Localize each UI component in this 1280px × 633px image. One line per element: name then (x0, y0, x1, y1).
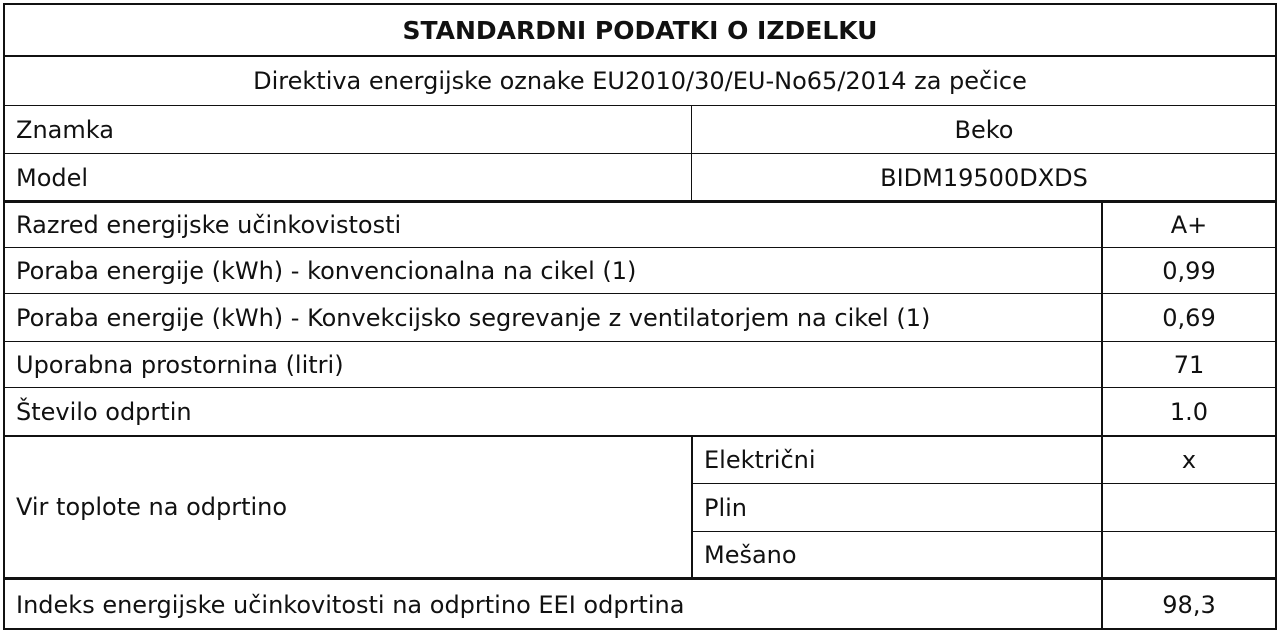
divider-h (3, 435, 1277, 437)
divider-h (3, 247, 1277, 248)
energy-class-value: A+ (1170, 211, 1208, 239)
cavity-count-label: Število odprtin (16, 398, 192, 426)
brand-label: Znamka (16, 116, 114, 144)
eei-value: 98,3 (1162, 590, 1216, 619)
border-bottom (3, 628, 1277, 630)
heat-source-gas-value (1102, 484, 1276, 532)
heat-source-mixed-value (1102, 532, 1276, 578)
divider-v (691, 105, 692, 202)
border-left (3, 3, 5, 630)
energy-class-label: Razred energijske učinkovistosti (16, 211, 402, 239)
brand-value: Beko (954, 116, 1014, 144)
border-right (1275, 3, 1277, 630)
usable-volume-value: 71 (1173, 351, 1205, 379)
heat-source-electric-label: Električni (704, 446, 816, 474)
conventional-consumption-value: 0,99 (1162, 257, 1216, 285)
divider-h (3, 577, 1277, 580)
usable-volume-label: Uporabna prostornina (litri) (16, 351, 344, 379)
divider-h (3, 153, 1277, 154)
model-label: Model (16, 164, 89, 192)
heat-source-gas-label: Plin (704, 494, 748, 522)
heat-source-electric-value: x (1181, 446, 1197, 474)
heat-source-label: Vir toplote na odprtino (16, 493, 288, 521)
divider-h (3, 387, 1277, 388)
divider-h (3, 105, 1277, 106)
conventional-consumption-label: Poraba energije (kWh) - konvencionalna na cikel (1) (16, 257, 637, 285)
divider-h (3, 341, 1277, 342)
cavity-count-value: 1.0 (1169, 398, 1209, 426)
border-top (3, 3, 1277, 5)
divider-h (3, 200, 1277, 203)
model-value: BIDM19500DXDS (880, 164, 1088, 192)
divider-h (3, 55, 1277, 57)
divider-v (1101, 200, 1103, 630)
divider-h (692, 483, 1277, 484)
eei-label: Indeks energijske učinkovitosti na odprtino EEI odprtina (16, 590, 685, 619)
sheet-title: STANDARDNI PODATKI O IZDELKU (402, 15, 878, 45)
heat-source-mixed-label: Mešano (704, 541, 797, 569)
divider-h (3, 293, 1277, 294)
directive-subtitle: Direktiva energijske oznake EU2010/30/EU-No65/2014 za pečice (253, 67, 1027, 95)
divider-h (692, 531, 1277, 532)
fan-consumption-label: Poraba energije (kWh) - Konvekcijsko segrevanje z ventilatorjem na cikel (1) (16, 304, 931, 332)
divider-v (691, 435, 693, 580)
fan-consumption-value: 0,69 (1162, 304, 1216, 332)
